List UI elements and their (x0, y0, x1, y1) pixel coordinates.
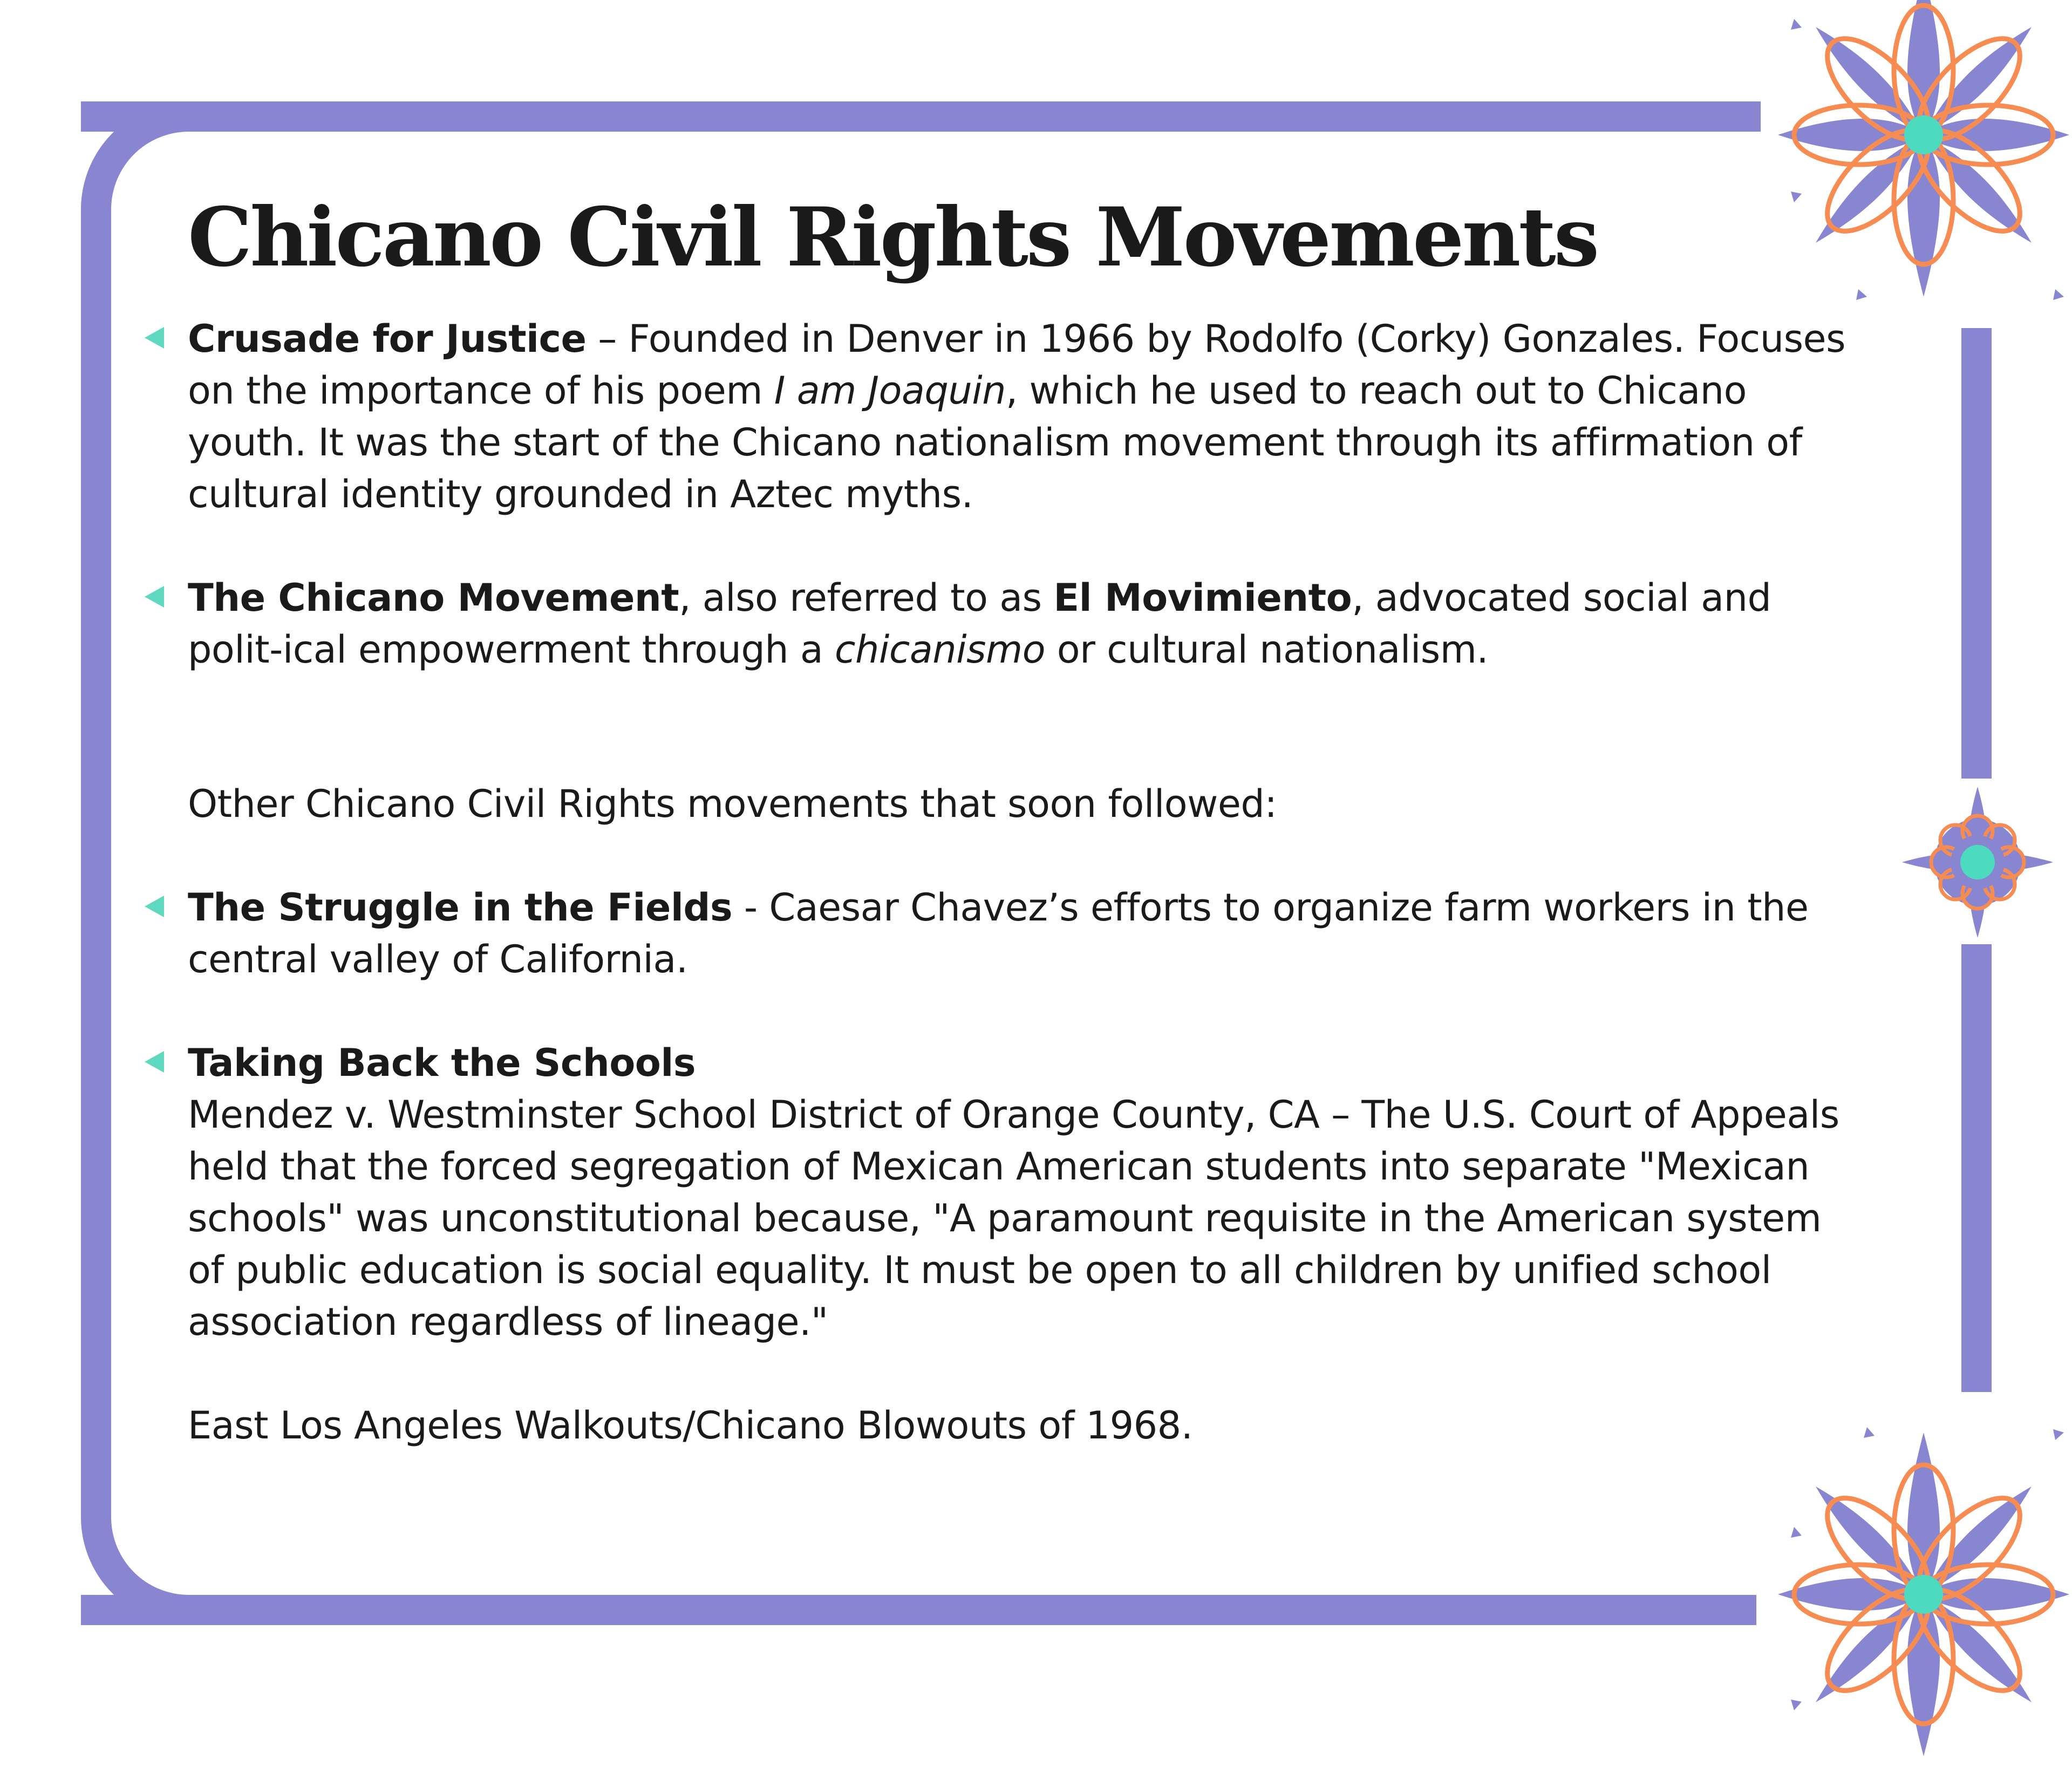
item-text: , advocated social and polit-ical empowerment through a (188, 576, 1771, 672)
intro-other-movements: Other Chicano Civil Rights movements that soon followed: (188, 782, 1277, 826)
bullet-icon (145, 896, 164, 917)
bullet-icon (145, 586, 164, 608)
frame-bottom-border (81, 1595, 1756, 1625)
frame-right-border-lower (1961, 944, 1992, 1392)
flower-icon-bottom-right (1775, 1422, 2072, 1767)
item-heading: The Struggle in the Fields (188, 885, 733, 930)
flower-icon-middle-right (1899, 784, 2056, 940)
content-area (188, 183, 1860, 1451)
item-text: or cultural nationalism. (1045, 627, 1489, 672)
item-text: , which he used to reach out to Chicano youth. It was the start of the Chicano nationalism movement through its affirmation of cultural identity grounded in Aztec myths. (188, 369, 1802, 516)
bullet-icon (145, 327, 164, 349)
list-item-crusade (188, 313, 1860, 520)
page-title: Chicano Civil Rights Movements (188, 190, 1598, 285)
item-italic: I am Joaquin (774, 369, 1006, 413)
frame-top-border (81, 101, 1761, 132)
item-text: , also referred to as (679, 576, 1054, 620)
bullet-icon (145, 1051, 164, 1073)
list-item-struggle (188, 882, 1860, 985)
item-italic: chicanismo (835, 627, 1046, 672)
list-item-schools (188, 1037, 1860, 1089)
frame-right-border-upper (1961, 328, 1992, 779)
item-bold: El Movimiento (1053, 576, 1352, 620)
item-heading: The Chicano Movement (188, 576, 679, 620)
item-heading: Crusade for Justice (188, 317, 587, 361)
list-item-chicano-movement (188, 572, 1860, 676)
item-text: - Caesar Chavez’s efforts to organize farm workers in the central valley of California. (188, 885, 1809, 981)
schools-text: Mendez v. Westminster School District of Orange County, CA – The U.S. Court of Appeals held that the forced segregation of Mexican American students into separate "Mexican schools" was unconstitutional because, "A paramount requisite in the American system of public education is social equality. It must be open to all children by unified school association regardless of lineage." (188, 1093, 1839, 1344)
item-text: – Founded in Denver in 1966 by Rodolfo (Corky) Gonzales. Focuses on the importance of his poem (188, 317, 1846, 413)
item-heading: Taking Back the Schools (188, 1041, 696, 1085)
walkouts-text: East Los Angeles Walkouts/Chicano Blowouts of 1968. (188, 1403, 1193, 1448)
